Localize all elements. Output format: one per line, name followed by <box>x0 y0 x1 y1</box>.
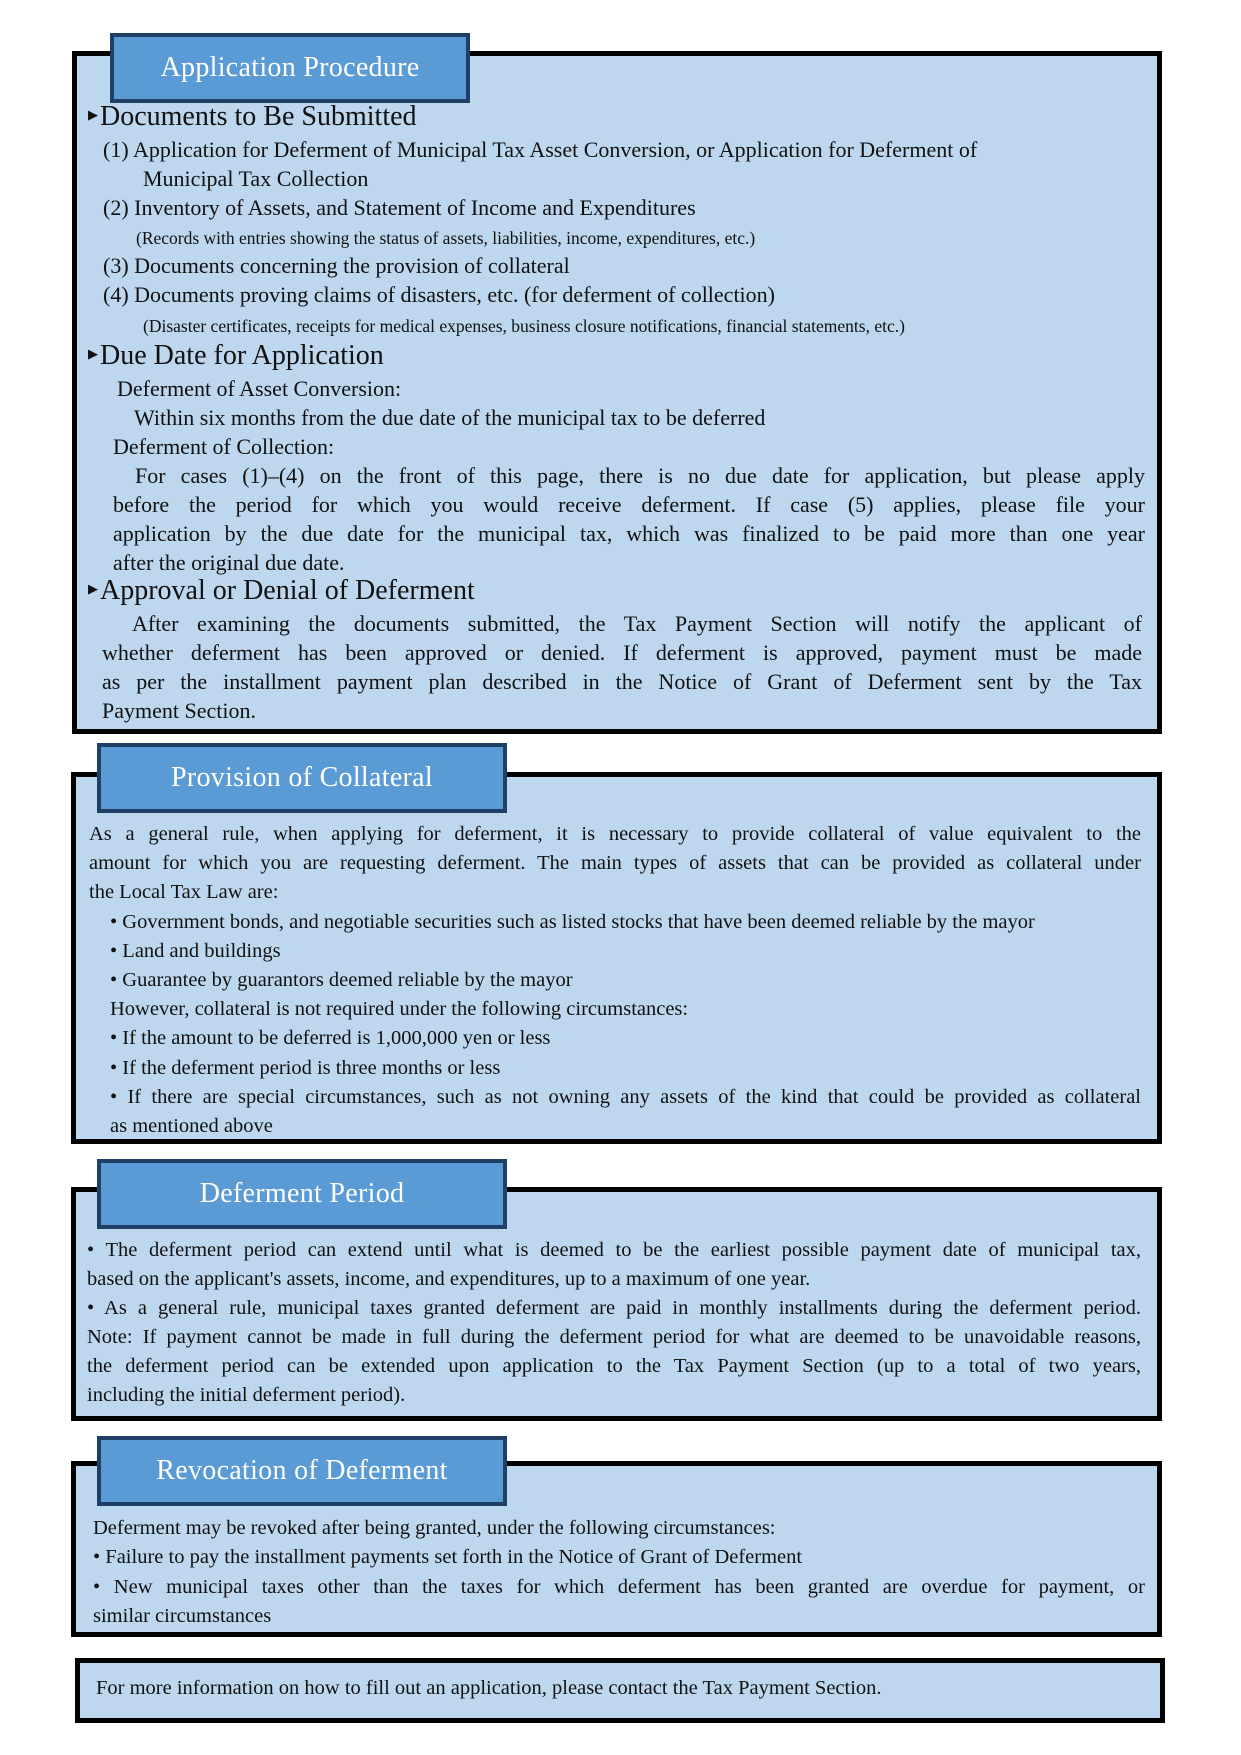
deferment-period-line: based on the applicant's assets, income, and expenditures, up to a maximum of one year. <box>87 1268 811 1290</box>
collateral-title: Provision of Collateral <box>97 743 507 813</box>
collateral-bullet: • Government bonds, and negotiable securities such as listed stocks that have been deemed reliable by the mayor <box>110 911 1035 933</box>
revocation-line: • Failure to pay the installment payments set forth in the Notice of Grant of Deferment <box>93 1546 803 1568</box>
collection-line: For cases (1)–(4) on the front of this page, there is no due date for application, but please apply <box>135 463 1145 488</box>
application-procedure-title: Application Procedure <box>110 33 470 103</box>
deferment-period-line: • As a general rule, municipal taxes granted deferment are paid in monthly installments during the deferment period. <box>87 1297 1141 1319</box>
documents-heading <box>88 101 417 133</box>
collateral-exception: • If the amount to be deferred is 1,000,000 yen or less <box>110 1027 551 1049</box>
deferment-period-title: Deferment Period <box>97 1159 507 1229</box>
doc-item-3: (3) Documents concerning the provision of collateral <box>103 253 570 278</box>
collateral-however: However, collateral is not required under the following circumstances: <box>110 998 689 1020</box>
collection-line: after the original due date. <box>113 550 345 575</box>
deferment-period-line: the deferment period can be extended upon application to the Tax Payment Section (up to a total of two years, <box>87 1355 1141 1377</box>
approval-heading-text: Approval or Denial of Deferment <box>100 575 475 606</box>
collateral-bullet: • Land and buildings <box>110 940 281 962</box>
doc-item-2: (2) Inventory of Assets, and Statement of Income and Expenditures <box>103 195 696 220</box>
collateral-intro-line: amount for which you are requesting deferment. The main types of assets that can be provided as collateral under <box>89 852 1141 874</box>
due-date-heading-text: Due Date for Application <box>100 340 384 371</box>
revocation-line: • New municipal taxes other than the taxes for which deferment has been granted are overdue for payment, or <box>93 1576 1145 1598</box>
documents-heading-text: Documents to Be Submitted <box>100 101 417 132</box>
doc-item-4: (4) Documents proving claims of disasters, etc. (for deferment of collection) <box>103 282 775 307</box>
doc-item-2-note: (Records with entries showing the status of assets, liabilities, income, expenditures, etc.) <box>136 228 756 248</box>
approval-line: whether deferment has been approved or denied. If deferment is approved, payment must be made <box>102 640 1142 665</box>
collection-label: Deferment of Collection: <box>113 434 335 459</box>
triangle-bullet-icon: ▶ <box>88 581 98 596</box>
approval-heading <box>88 575 475 607</box>
doc-item-1-cont: Municipal Tax Collection <box>143 166 369 191</box>
asset-conversion-text: Within six months from the due date of the municipal tax to be deferred <box>134 405 766 430</box>
revocation-title: Revocation of Deferment <box>97 1436 507 1506</box>
collection-line: application by the due date for the municipal tax, which was finalized to be paid more than one year <box>113 521 1145 546</box>
collateral-exception: as mentioned above <box>110 1115 273 1137</box>
triangle-bullet-icon: ▶ <box>88 346 98 361</box>
deferment-period-line: including the initial deferment period). <box>87 1384 406 1406</box>
collection-line: before the period for which you would receive deferment. If case (5) applies, please file your <box>113 492 1145 517</box>
approval-line: After examining the documents submitted, the Tax Payment Section will notify the applicant of <box>132 611 1142 636</box>
doc-item-4-note: (Disaster certificates, receipts for medical expenses, business closure notifications, financial statements, etc.) <box>143 316 905 336</box>
collateral-intro-line: As a general rule, when applying for deferment, it is necessary to provide collateral of value equivalent to the <box>89 823 1141 845</box>
triangle-bullet-icon: ▶ <box>88 107 98 122</box>
doc-item-1: (1) Application for Deferment of Municipal Tax Asset Conversion, or Application for Deferment of <box>103 137 978 162</box>
deferment-period-line: Note: If payment cannot be made in full during the deferment period for what are deemed to be unavoidable reasons, <box>87 1326 1141 1348</box>
approval-line: Payment Section. <box>102 698 256 723</box>
asset-conversion-label: Deferment of Asset Conversion: <box>117 376 402 401</box>
deferment-period-line: • The deferment period can extend until what is deemed to be the earliest possible payment date of municipal tax, <box>87 1239 1141 1261</box>
collateral-intro-line: the Local Tax Law are: <box>89 881 279 903</box>
due-date-heading <box>88 340 384 372</box>
revocation-line: similar circumstances <box>93 1605 272 1627</box>
approval-line: as per the installment payment plan described in the Notice of Grant of Deferment sent by the Tax <box>102 669 1142 694</box>
collateral-bullet: • Guarantee by guarantors deemed reliable by the mayor <box>110 969 573 991</box>
contact-text: For more information on how to fill out an application, please contact the Tax Payment Section. <box>96 1677 882 1699</box>
collateral-exception: • If the deferment period is three months or less <box>110 1057 501 1079</box>
collateral-exception: • If there are special circumstances, such as not owning any assets of the kind that could be provided as collateral <box>110 1086 1141 1108</box>
revocation-line: Deferment may be revoked after being granted, under the following circumstances: <box>93 1517 776 1539</box>
